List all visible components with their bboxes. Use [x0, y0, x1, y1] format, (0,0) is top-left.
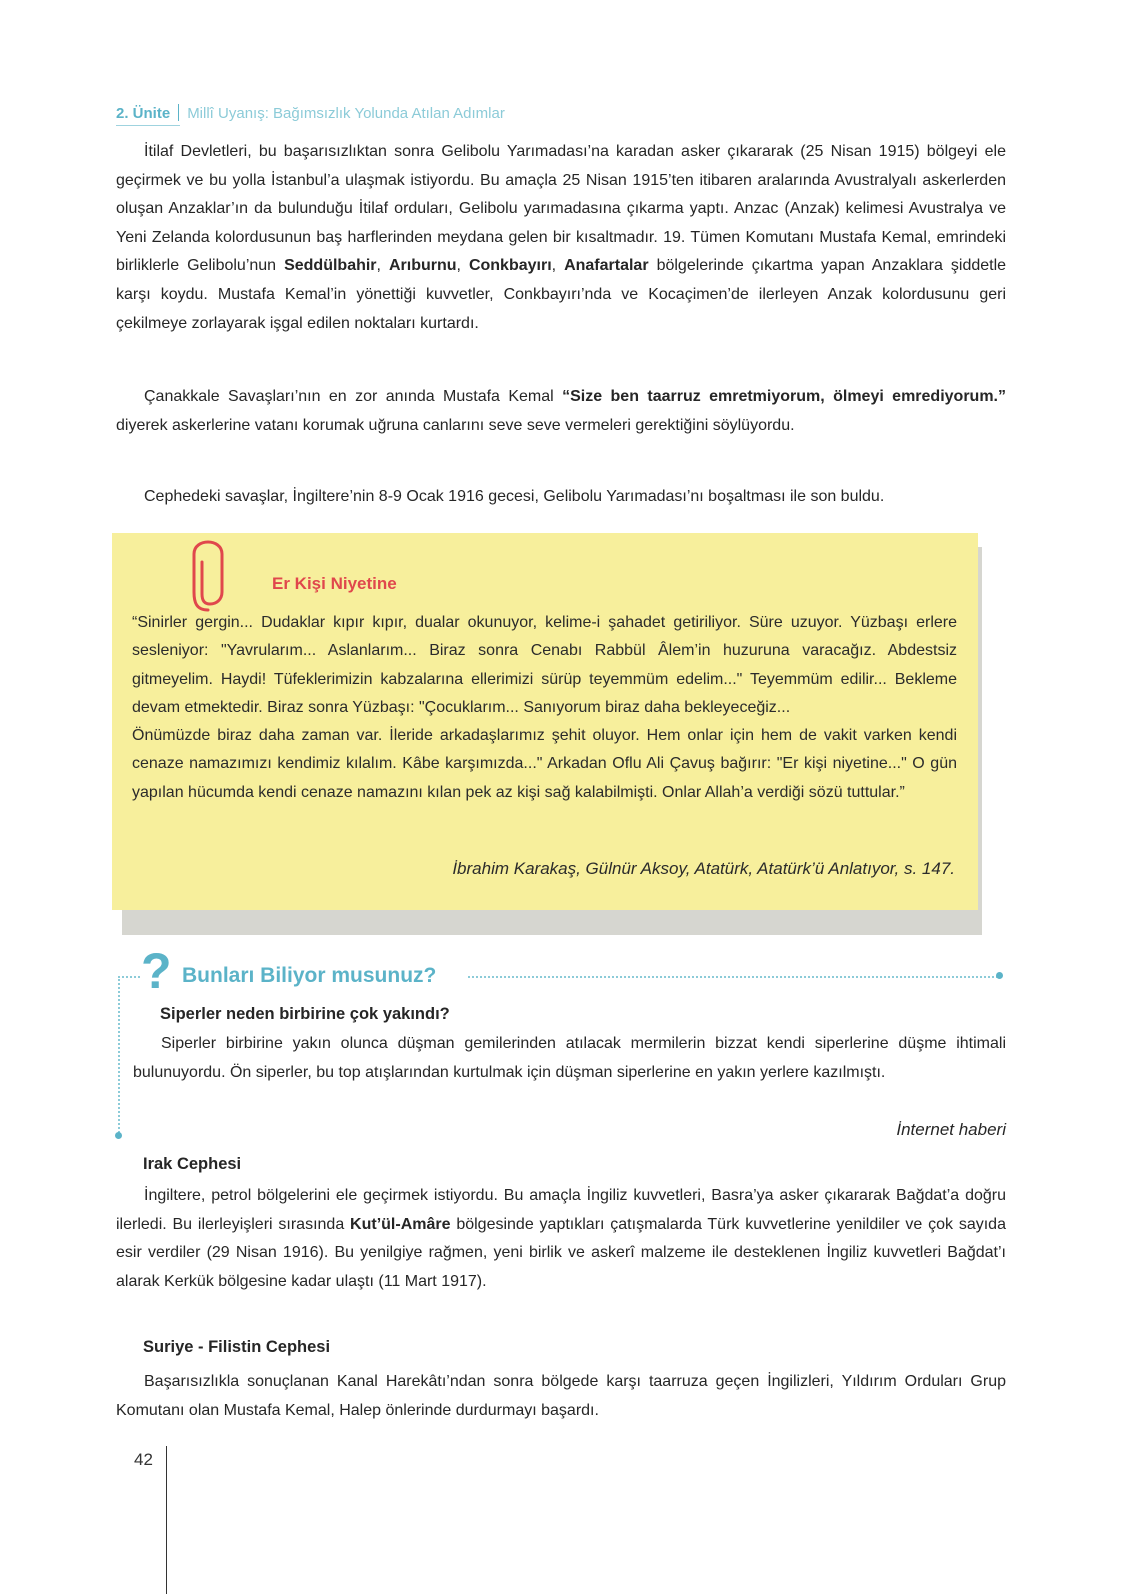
paragraph-gallipoli-landing: İtilaf Devletleri, bu başarısızlıktan sonra Gelibolu Yarımadası’na karadan asker çıkararak (25 Nisan 1915) bölgeyi ele geçirmek ve bu yolla İstanbul’a ulaşmak istiyordu. Bu amaçla 25 Nisan 1915’ten itibaren aralarında Avustralyalı askerlerden oluşan Anzaklar’ın da bulunduğu İtilaf orduları, Gelibolu yarımadasına çıkarma yaptı. Anzac (Anzak) kelimesi Avustralya ve Yeni Zelanda kolordusunun baş harflerinden meydana gelen bir kısaltmadır. 19. Tümen Komutanı Mustafa Kemal, emrindeki birliklerle Gelibolu’nun Seddülbahir, Arıburnu, Conkbayırı, Anafartalar bölgelerinde çıkartma yapan Anzaklara şiddetle karşı koydu. Mustafa Kemal’in yönettiği kuvvetler, Conkbayırı’nda ve Kocaçimen’de ilerleyen Anzak kolordusunu geri çekilmeye zorlayarak işgal edilen noktaları kurtardı.: [116, 143, 1007, 332]
dyk-title: Bunları Biliyor musunuz?: [182, 964, 437, 987]
dyk-dot-right: [996, 972, 1003, 979]
dyk-border-left: [118, 976, 120, 1136]
dyk-source: İnternet haberi: [896, 1120, 1006, 1139]
note-body-part1: “Sinirler gergin... Dudaklar kıpır kıpır, dualar okunuyor, kelime-i şahadet getiriliyor. Süre uzuyor. Yüzbaşı erlere sesleniyor: "Yavrularım... Aslanlarım... Biraz sonra Cenabı Rabbül Âlem’in huzuruna varacağız. Abdestsiz gitmeyelim. Haydi! Tüfeklerimizin kabzalarına ellerimizi sürüp teyemmüm edelim..." Teyemmüm edilir... Bekleme devam etmektedir. Biraz sonra Yüzbaşı: "Çocuklarım... Sanıyorum biraz daha bekleyeceğiz...: [132, 614, 957, 716]
unit-label: 2. Ünite: [116, 105, 171, 122]
para1-text-a: İtilaf Devletleri, bu başarısızlıktan sonra Gelibolu Yarımadası’na karadan asker çıkararak (25 Nisan 1915) bölgeyi ele geçirmek ve bu yolla İstanbul’a ulaşmak istiyordu. Bu amaçla 25 Nisan 1915’ten itibaren aralarında Avustralyalı askerlerden oluşan Anzaklar’ın da bulunduğu İtilaf orduları, Gelibolu yarımadasına çıkarma yaptı. Anzac (Anzak) kelimesi Avustralya ve Yeni Zelanda kolordusunun baş harflerinden meydana gelen bir kısaltmadır. 19. Tümen Komutanı Mustafa Kemal, emrindeki birliklerle Gelibolu’nun: [116, 143, 1006, 275]
unit-title: Millî Uyanış: Bağımsızlık Yolunda Atılan Adımlar: [187, 105, 505, 122]
place-ariburnu: Arıburnu: [388, 257, 457, 275]
heading-irak: Irak Cephesi: [143, 1155, 242, 1173]
dyk-dot-bottom: [115, 1132, 122, 1139]
dyk-text: Siperler birbirine yakın olunca düşman gemilerinden atılacak mermilerin bizzat kendi siperlerine düşme ihtimali bulunuyordu. Ön siperler, bu top atışlarından kurtulmak için düşman siperlerine en yakın yerlere kazılmıştı.: [133, 1035, 1006, 1081]
irak-text-c: bölgesinde yaptıkları çatışmalarda Türk kuvvetlerine yenildiler ve çok sayıda esir verdiler (29 Nisan 1916). Bu yenilgiye rağmen, yeni birlik ve askerî malzeme ile desteklenen İngiliz kuvvetleri Bağdat’ı alarak Kerkük bölgesine kadar ulaştı (11 Mart 1917).: [116, 1215, 1006, 1290]
page-number: 42: [134, 1450, 153, 1469]
famous-quote: “Size ben taarruz emretmiyorum, ölmeyi emrediyorum.”: [562, 388, 1006, 405]
note-source: İbrahim Karakaş, Gülnür Aksoy, Atatürk, Atatürk’ü Anlatıyor, s. 147.: [452, 859, 955, 878]
place-anafartalar: Anafartalar: [564, 257, 649, 275]
dyk-question: Siperler neden birbirine çok yakındı?: [160, 1005, 450, 1023]
para2-text-a: Çanakkale Savaşları’nın en zor anında Mustafa Kemal: [144, 388, 554, 405]
place-seddulbahir: Seddülbahir: [284, 257, 377, 275]
paragraph-quote: [116, 383, 1006, 440]
para1-text-c: bölgelerinde çıkartma yapan Anzaklara şiddetle karşı koydu. Mustafa Kemal’in yönettiği kuvvetler, Conkbayırı’nda ve Kocaçimen’de ilerleyen Anzak kolordusunu geri çekilmeye zorlayarak işgal edilen noktaları kurtardı.: [116, 257, 1007, 332]
paragraph-irak: [116, 1182, 1006, 1296]
dyk-title-rule: [468, 976, 998, 978]
irak-text-a: İngiltere, petrol bölgelerini ele geçirmek istiyordu. Bu amaçla İngiliz kuvvetleri, Basra’ya asker çıkararak Bağdat’a doğru ilerledi. Bu ilerleyişleri sırasında: [116, 1187, 1006, 1233]
dyk-border-top: [118, 976, 140, 978]
paperclip-icon: [186, 514, 232, 614]
place-conkbayiri: Conkbayırı: [468, 257, 552, 275]
header-underline: [116, 125, 180, 126]
heading-suriye: Suriye - Filistin Cephesi: [143, 1338, 331, 1356]
question-mark-icon: ?: [141, 943, 172, 999]
para2-text-c: diyerek askerlerine vatanı korumak uğruna canlarını seve seve vermeleri gerektiğini söylüyordu.: [116, 416, 795, 434]
paragraph-suriye: Başarısızlıkla sonuçlanan Kanal Harekâtı’ndan sonra bölgede karşı taarruza geçen İngilizleri, Yıldırım Orduları Grup Komutanı olan Mustafa Kemal, Halep önlerinde durdurmayı başardı.: [116, 1373, 1006, 1419]
header-divider: [178, 104, 179, 121]
unit-header: [116, 104, 505, 122]
note-title: Er Kişi Niyetine: [272, 574, 397, 593]
place-kut-ul-amare: Kut’ül-Amâre: [350, 1215, 451, 1233]
note-body-part2: Önümüzde biraz daha zaman var. İleride arkadaşlarımız şehit oluyor. Hem onlar için hem de vakit varken kendi cenaze namazımızı kendimiz kılalım. Kâbe karşımızda..." Arkadan Oflu Ali Çavuş bağırır: "Er kişi niyetine..." O gün yapılan hücumda kendi cenaze namazını kılan pek az kişi sağ kalabilmişti. Onlar Allah’a verdiği sözü tuttular.”: [132, 727, 957, 801]
page-number-rule: [166, 1446, 167, 1594]
paragraph-evacuation: Cephedeki savaşlar, İngiltere’nin 8-9 Ocak 1916 gecesi, Gelibolu Yarımadası’nı boşaltması ile son buldu.: [144, 488, 885, 505]
note-body: [132, 609, 957, 807]
